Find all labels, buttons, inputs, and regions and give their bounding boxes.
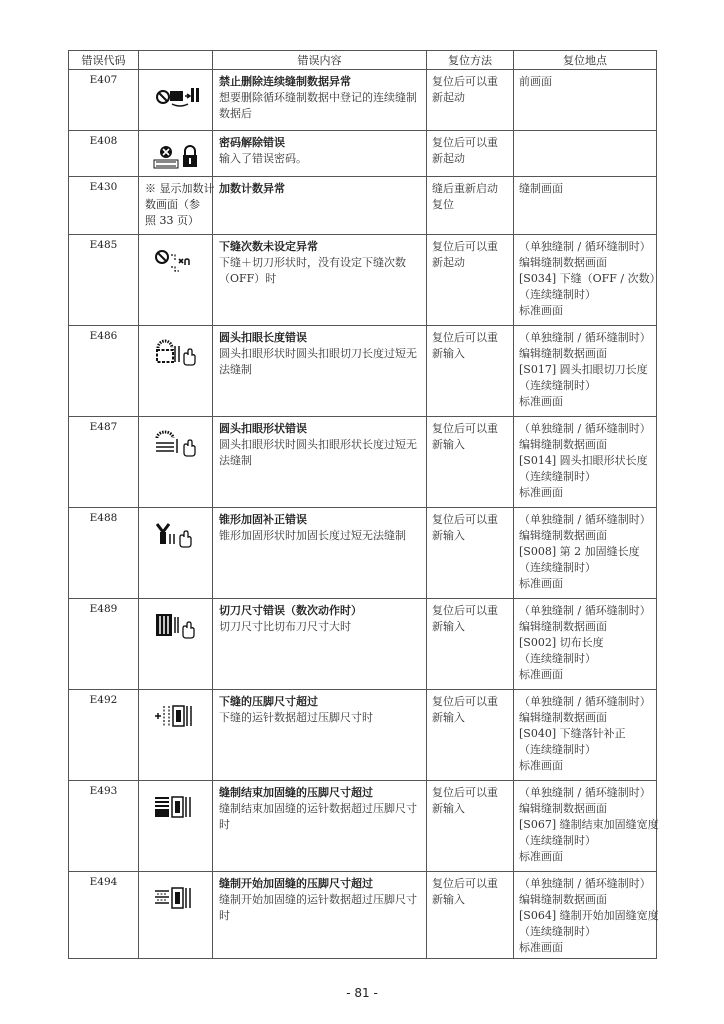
reset-place-line: 标准画面 [519,395,563,408]
reset-method-line: 新输入 [432,529,465,542]
error-title: 切刀尺寸错误（数次动作时） [219,604,362,617]
reset-method-line: 复位后可以重 [432,604,498,617]
error-code: E407 [69,70,139,131]
error-description: 缝制开始加固缝的运针数据超过压脚尺寸时 [219,893,417,922]
table-row [69,599,657,690]
icon-note-line: 数画面（参 [145,198,200,211]
reset-place-line: （连续缝制时） [519,652,596,665]
table-row [69,326,657,417]
reset-place-line: 标准画面 [519,668,563,681]
reset-place-line: （连续缝制时） [519,561,596,574]
presser-size-start-bartack-icon [153,884,199,912]
error-content [213,131,427,177]
reset-method-line: 新输入 [432,438,465,451]
table-row [69,70,657,131]
table-header-row [69,51,657,70]
error-title: 密码解除错误 [219,136,285,149]
round-eyelet-length-icon [153,338,199,366]
error-code: E489 [69,599,139,690]
reset-place-line: [S067] 缝制结束加固缝宽度 [519,818,659,831]
reset-place [514,690,657,781]
reset-method-line: 新输入 [432,620,465,633]
reset-place-line: 标准画面 [519,577,563,590]
reset-place [514,177,657,235]
reset-place-line: 标准画面 [519,850,563,863]
reset-place-line: （连续缝制时） [519,379,596,392]
reset-place-line: [S014] 圆头扣眼形状长度 [519,454,648,467]
table-row [69,131,657,177]
table-row [69,690,657,781]
reset-place-line: （单独缝制 / 循环缝制时） [519,877,651,890]
reset-place-line: [S040] 下缝落针补正 [519,727,626,740]
reset-place-line: [S064] 缝制开始加固缝宽度 [519,909,659,922]
reset-place [514,417,657,508]
icon-note-line: 照 33 页） [145,214,199,227]
error-title: 缝制结束加固缝的压脚尺寸超过 [219,786,373,799]
reset-place [514,131,657,177]
error-title: 缝制开始加固缝的压脚尺寸超过 [219,877,373,890]
error-description: 圆头扣眼形状时圆头扣眼切刀长度过短无法缝制 [219,347,417,376]
reset-place [514,326,657,417]
error-content [213,872,427,959]
reset-method [427,781,514,872]
reset-method-line: 复位后可以重 [432,422,498,435]
reset-method-line: 新起动 [432,91,465,104]
lower-thread-count-icon [153,247,199,275]
reset-method-line: 复位后可以重 [432,877,498,890]
reset-place-line: （单独缝制 / 循环缝制时） [519,331,651,344]
reset-place-line: [S017] 圆头扣眼切刀长度 [519,363,648,376]
error-content [213,70,427,131]
error-description: 想要删除循环缝制数据中登记的连续缝制数据后 [219,91,417,120]
reset-method-line: 复位后可以重 [432,695,498,708]
table-row [69,177,657,235]
reset-method-line: 复位后可以重 [432,136,498,149]
reset-place-line: （单独缝制 / 循环缝制时） [519,240,651,253]
error-code: E430 [69,177,139,235]
reset-place-line: 编辑缝制数据画面 [519,711,607,724]
reset-method [427,131,514,177]
reset-method [427,326,514,417]
error-description: 缝制结束加固缝的运针数据超过压脚尺寸时 [219,802,417,831]
reset-method-line: 新输入 [432,711,465,724]
error-code: E485 [69,235,139,326]
reset-place-line: （连续缝制时） [519,925,596,938]
reset-method-line: 复位后可以重 [432,513,498,526]
error-code: E487 [69,417,139,508]
error-content [213,690,427,781]
reset-place [514,599,657,690]
error-content [213,599,427,690]
presser-size-end-bartack-icon [153,793,199,821]
error-icon-cell [139,508,213,599]
knife-size-icon [153,611,199,639]
reset-place-line: （单独缝制 / 循环缝制时） [519,604,651,617]
reset-method-line: 复位后可以重 [432,75,498,88]
reset-place-line: [S002] 切布长度 [519,636,604,649]
table-row [69,781,657,872]
reset-method-line: 缝后重新启动 [432,182,498,195]
error-icon-cell [139,131,213,177]
reset-place-line: （连续缝制时） [519,288,596,301]
error-code: E486 [69,326,139,417]
reset-place-line: 标准画面 [519,486,563,499]
error-icon-cell [139,70,213,131]
error-code: E488 [69,508,139,599]
error-icon-cell [139,690,213,781]
error-icon-cell [139,417,213,508]
reset-place-line: 标准画面 [519,304,563,317]
error-content [213,177,427,235]
error-title: 下缝次数未设定异常 [219,240,318,253]
presser-size-lower-icon [153,702,199,730]
reset-method-line: 新起动 [432,152,465,165]
reset-method-line: 复位 [432,198,454,211]
reset-method [427,70,514,131]
header-place: 复位地点 [514,51,657,70]
reset-method [427,508,514,599]
reset-place-line: 编辑缝制数据画面 [519,438,607,451]
error-icon-cell [139,872,213,959]
error-code: E494 [69,872,139,959]
error-code-table [68,50,661,959]
reset-place-line: [S008] 第 2 加固缝长度 [519,545,640,558]
header-method: 复位方法 [427,51,514,70]
error-description: 下缝的运针数据超过压脚尺寸时 [219,711,373,724]
reset-method [427,872,514,959]
reset-method-line: 复位后可以重 [432,331,498,344]
error-content [213,417,427,508]
reset-place-line: 缝制画面 [519,182,563,195]
header-content: 错误内容 [213,51,427,70]
reset-place-line: （连续缝制时） [519,834,596,847]
reset-place-line: 编辑缝制数据画面 [519,256,607,269]
error-description: 锥形加固形状时加固长度过短无法缝制 [219,529,406,542]
error-description: 圆头扣眼形状时圆头扣眼形状长度过短无法缝制 [219,438,417,467]
reset-place-line: （单独缝制 / 循环缝制时） [519,786,651,799]
error-content [213,781,427,872]
reset-place [514,70,657,131]
reset-method-line: 复位后可以重 [432,240,498,253]
error-description: 切刀尺寸比切布刀尺寸大时 [219,620,351,633]
reset-place-line: 编辑缝制数据画面 [519,529,607,542]
reset-place-line: 编辑缝制数据画面 [519,802,607,815]
error-title: 禁止删除连续缝制数据异常 [219,75,351,88]
error-content [213,235,427,326]
reset-place-line: 标准画面 [519,941,563,954]
reset-method-line: 新输入 [432,893,465,906]
reset-method-line: 新输入 [432,347,465,360]
reset-place-line: （连续缝制时） [519,743,596,756]
error-description: 下缝＋切刀形状时，没有设定下缝次数（OFF）时 [219,256,406,285]
table-row [69,235,657,326]
reset-place-line: （单独缝制 / 循环缝制时） [519,513,651,526]
icon-note-line: ※ 显示加数计 [145,182,215,195]
reset-place-line: （单独缝制 / 循环缝制时） [519,695,651,708]
reset-place [514,781,657,872]
error-icon-cell [139,599,213,690]
error-icon-cell [139,177,213,235]
error-icon-cell [139,781,213,872]
error-code: E492 [69,690,139,781]
error-title: 圆头扣眼形状错误 [219,422,307,435]
error-title: 加数计数异常 [219,182,285,195]
error-description: 输入了错误密码。 [219,152,307,165]
page-number: - 81 - [346,986,378,1000]
reset-method [427,235,514,326]
error-title: 圆头扣眼长度错误 [219,331,307,344]
table-row [69,508,657,599]
error-content [213,508,427,599]
reset-place-line: （单独缝制 / 循环缝制时） [519,422,651,435]
reset-place-line: 编辑缝制数据画面 [519,893,607,906]
reset-place-line: 编辑缝制数据画面 [519,620,607,633]
reset-method [427,690,514,781]
reset-place-line: 编辑缝制数据画面 [519,347,607,360]
reset-method [427,417,514,508]
error-icon-cell [139,235,213,326]
error-content [213,326,427,417]
reset-method [427,599,514,690]
reset-place [514,872,657,959]
error-icon-cell [139,326,213,417]
reset-place-line: 标准画面 [519,759,563,772]
error-title: 锥形加固补正错误 [219,513,307,526]
reset-place [514,508,657,599]
taper-bartack-icon [153,520,199,548]
header-code: 错误代码 [69,51,139,70]
password-lock-icon [153,143,199,171]
error-code: E408 [69,131,139,177]
header-icon [139,51,213,70]
reset-place-line: 前画面 [519,75,552,88]
reset-place-line: [S034] 下缝（OFF / 次数） [519,272,661,285]
reset-method-line: 复位后可以重 [432,786,498,799]
reset-method-line: 新输入 [432,802,465,815]
round-eyelet-shape-icon [153,429,199,457]
table-body [69,70,661,959]
reset-place-line: （连续缝制时） [519,470,596,483]
error-title: 下缝的压脚尺寸超过 [219,695,318,708]
reset-method-line: 新起动 [432,256,465,269]
table-row [69,872,657,959]
table-row [69,417,657,508]
reset-place [514,235,661,326]
reset-method [427,177,514,235]
error-code: E493 [69,781,139,872]
no-delete-continuous-data-icon [153,82,199,110]
